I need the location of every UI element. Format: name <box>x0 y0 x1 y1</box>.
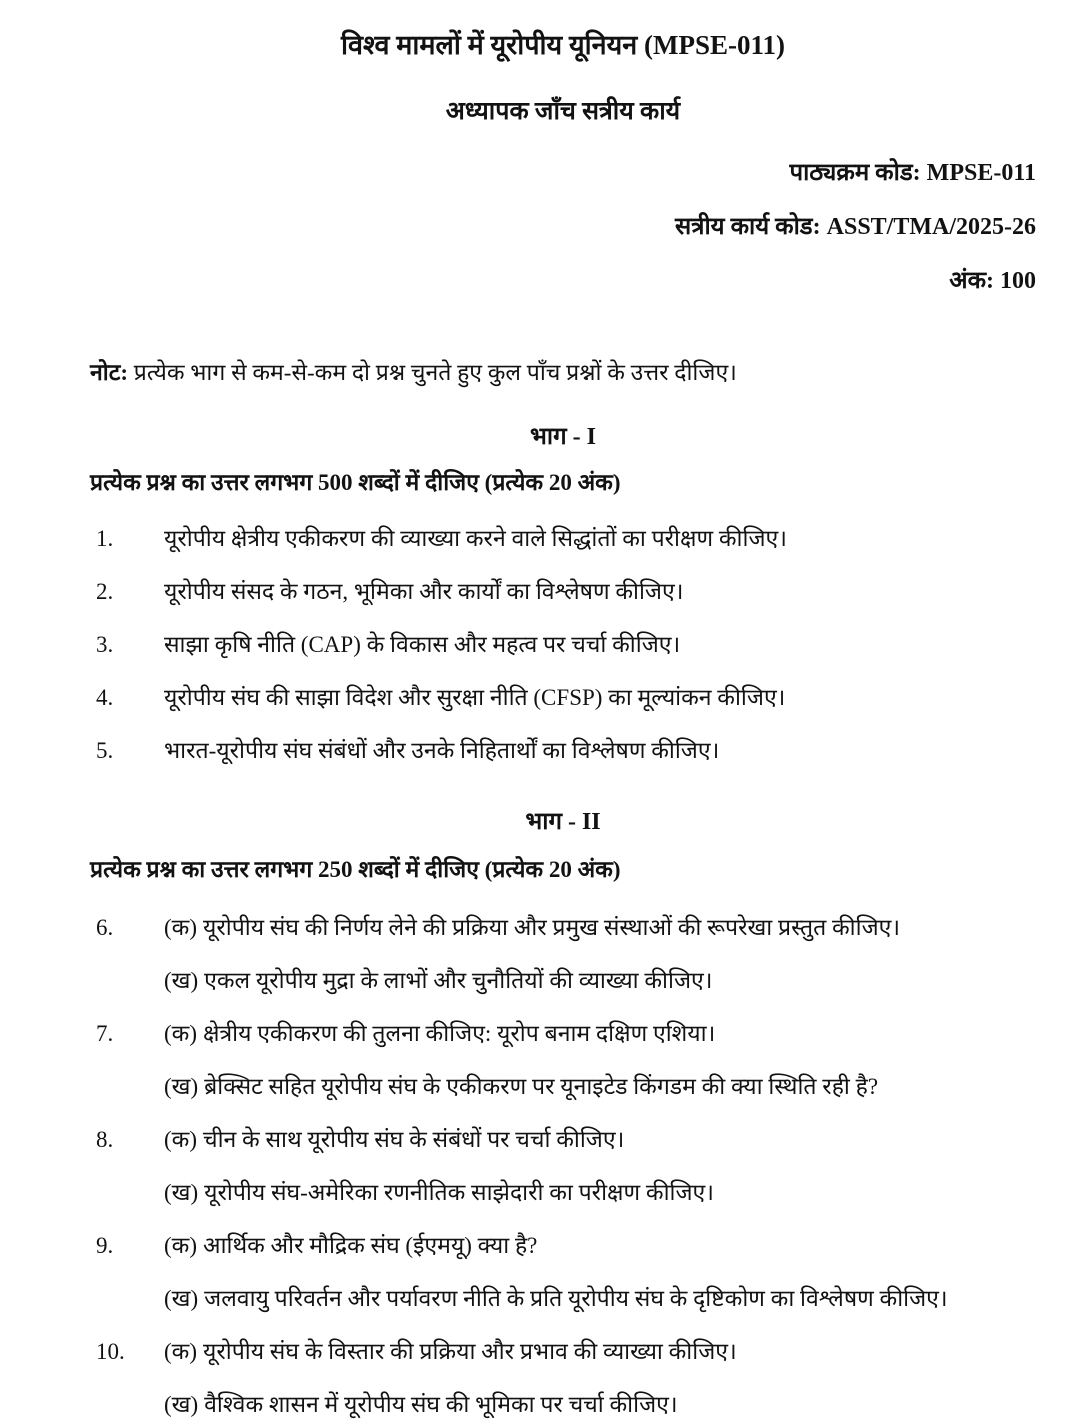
part-text: आर्थिक और मौद्रिक संघ (ईएमयू) क्या है? <box>202 1233 538 1258</box>
part-text: जलवायु परिवर्तन और पर्यावरण नीति के प्रति यूरोपीय संघ के दृष्टिकोण का विश्लेषण कीजिए। <box>204 1286 948 1311</box>
question-part <box>164 1229 1036 1263</box>
question-number: 6. <box>96 915 114 940</box>
question-row <box>90 628 1036 681</box>
question-number: 4. <box>96 685 114 710</box>
note <box>90 356 1036 390</box>
question-number: 7. <box>96 1021 114 1046</box>
question-row <box>90 522 1036 575</box>
section-2-questions <box>90 911 1036 1426</box>
question-row <box>90 1335 1036 1426</box>
part-text: चीन के साथ यूरोपीय संघ के संबंधों पर चर्चा कीजिए। <box>202 1127 625 1152</box>
question-text: यूरोपीय क्षेत्रीय एकीकरण की व्याख्या करने वाले सिद्धांतों का परीक्षण कीजिए। <box>164 526 787 551</box>
course-code-line: पाठ्यक्रम कोड: MPSE-011 <box>789 160 1036 186</box>
part-label: (क) <box>164 915 197 940</box>
question-text: भारत-यूरोपीय संघ संबंधों और उनके निहितार्थों का विश्लेषण कीजिए। <box>164 738 720 763</box>
note-label: नोट: <box>90 360 128 385</box>
assignment-title: अध्यापक जाँच सत्रीय कार्य <box>445 98 681 125</box>
question-part <box>164 1388 1036 1422</box>
question-row <box>90 681 1036 734</box>
question-part <box>164 1017 1036 1051</box>
question-row <box>90 734 1036 787</box>
question-part <box>164 1123 1036 1157</box>
question-number: 5. <box>96 738 114 763</box>
assignment-code-line: सत्रीय कार्य कोड: ASST/TMA/2025-26 <box>674 214 1036 240</box>
question-row <box>90 1123 1036 1229</box>
section-1-questions <box>90 522 1036 787</box>
part-label: (ख) <box>164 1392 199 1417</box>
question-number: 9. <box>96 1233 114 1258</box>
question-part <box>164 1176 1036 1210</box>
part-label: (क) <box>164 1127 197 1152</box>
part-text: यूरोपीय संघ के विस्तार की प्रक्रिया और प्रभाव की व्याख्या कीजिए। <box>202 1339 737 1364</box>
question-row <box>90 1017 1036 1123</box>
question-part <box>164 1335 1036 1369</box>
part-text: ब्रेक्सिट सहित यूरोपीय संघ के एकीकरण पर यूनाइटेड किंगडम की क्या स्थिति रही है? <box>204 1074 879 1099</box>
section-1-instruction: प्रत्येक प्रश्न का उत्तर लगभग 500 शब्दों में दीजिए (प्रत्येक 20 अंक) <box>90 470 621 495</box>
question-number: 2. <box>96 579 114 604</box>
part-label: (क) <box>164 1339 197 1364</box>
question-part <box>164 1282 1036 1316</box>
question-part <box>164 911 1036 945</box>
section-1-heading: भाग - I <box>530 424 596 450</box>
course-title: विश्व मामलों में यूरोपीय यूनियन (MPSE-011) <box>341 30 785 60</box>
part-label: (ख) <box>164 1074 199 1099</box>
question-number: 8. <box>96 1127 114 1152</box>
section-2-heading: भाग - II <box>525 809 601 835</box>
part-text: यूरोपीय संघ की निर्णय लेने की प्रक्रिया और प्रमुख संस्थाओं की रूपरेखा प्रस्तुत कीजिए। <box>202 915 901 940</box>
marks-line: अंक: 100 <box>949 268 1036 294</box>
question-number: 10. <box>96 1339 125 1364</box>
question-text: साझा कृषि नीति (CAP) के विकास और महत्व पर चर्चा कीजिए। <box>164 632 681 657</box>
question-text: यूरोपीय संघ की साझा विदेश और सुरक्षा नीति (CFSP) का मूल्यांकन कीजिए। <box>164 685 786 710</box>
question-row <box>90 575 1036 628</box>
question-number: 1. <box>96 526 114 551</box>
part-label: (ख) <box>164 1180 199 1205</box>
part-label: (ख) <box>164 1286 199 1311</box>
question-row <box>90 1229 1036 1335</box>
question-part <box>164 964 1036 998</box>
section-2-instruction: प्रत्येक प्रश्न का उत्तर लगभग 250 शब्दों में दीजिए (प्रत्येक 20 अंक) <box>90 857 621 882</box>
question-row <box>90 911 1036 1017</box>
question-text: यूरोपीय संसद के गठन, भूमिका और कार्यों का विश्लेषण कीजिए। <box>164 579 684 604</box>
note-text: प्रत्येक भाग से कम-से-कम दो प्रश्न चुनते हुए कुल पाँच प्रश्नों के उत्तर दीजिए। <box>133 360 737 385</box>
assignment-meta <box>90 156 1036 298</box>
question-part <box>164 1070 1036 1104</box>
part-label: (क) <box>164 1233 197 1258</box>
part-text: एकल यूरोपीय मुद्रा के लाभों और चुनौतियों की व्याख्या कीजिए। <box>204 968 713 993</box>
part-label: (क) <box>164 1021 197 1046</box>
part-label: (ख) <box>164 968 199 993</box>
part-text: यूरोपीय संघ-अमेरिका रणनीतिक साझेदारी का परीक्षण कीजिए। <box>204 1180 714 1205</box>
part-text: क्षेत्रीय एकीकरण की तुलना कीजिए: यूरोप बनाम दक्षिण एशिया। <box>202 1021 716 1046</box>
part-text: वैश्विक शासन में यूरोपीय संघ की भूमिका पर चर्चा कीजिए। <box>204 1392 678 1417</box>
question-number: 3. <box>96 632 114 657</box>
